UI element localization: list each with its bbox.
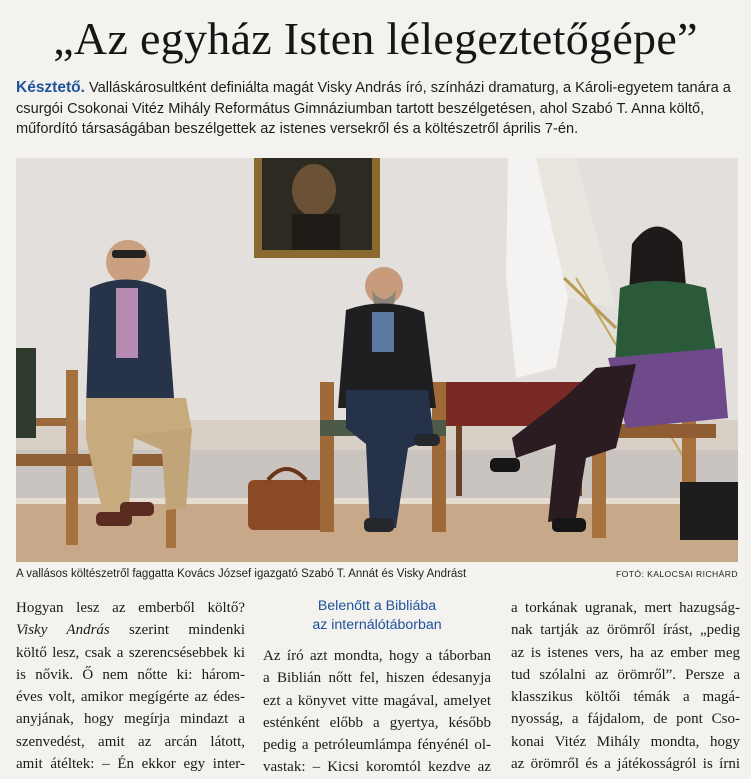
col1-line: éves volt, amikor megígérte az édes- — [16, 689, 245, 706]
col2-line: pedig a petróleumlámpa fényénél ol- — [263, 737, 491, 754]
col1-line: amit átéltek: – Én ekkor egy inter- — [16, 756, 245, 773]
article-column-3 — [511, 597, 740, 775]
col1-line: is nővik. Ő nem nőtte ki: három- — [16, 666, 245, 683]
lead-kicker: Késztető. — [16, 79, 85, 96]
photo-caption-row — [16, 568, 738, 584]
article-photo — [16, 158, 738, 562]
col3-line: klasszikus költői témák a magá- — [511, 689, 740, 706]
col3-line: a torkának ugranak, mert hazugság- — [511, 600, 740, 616]
photo-caption: A vallásos költészetről faggatta Kovács József igazgató Szabó T. Annát és Visky Andrást — [16, 568, 467, 580]
col1-italic-name: Visky András — [16, 622, 110, 639]
col2-line: a Biblián nőtt fel, hiszen édesanyja — [263, 670, 491, 687]
col1-line: Hogyan lesz az emberből költő? — [16, 600, 245, 616]
col2-line: ezt a könyvet vitte magával, amelyet — [263, 692, 491, 709]
col2-line: vastak: – Kicsi koromtól kezdve az — [263, 759, 491, 776]
subhead-line: az internálótáborban — [312, 617, 442, 633]
photo-illustration — [16, 158, 738, 562]
col3-line: az örömről és a játékosságról is írni — [511, 756, 740, 773]
col1-line: költő lesz, csak a szerencsésebbek ki — [16, 644, 245, 661]
article-column-2 — [263, 597, 491, 779]
col2-line: Az író azt mondta, hogy a táborban — [263, 648, 491, 664]
col1-line: anyjának, hogy megírja mindazt a — [16, 711, 245, 728]
headline: „Az egyház Isten lélegeztetőgépe” — [53, 13, 698, 64]
col3-line: nyosság, a fájdalom, de pont Cso- — [511, 711, 740, 728]
col1-line: szenvedést, amit az arcán látott, — [16, 733, 245, 750]
col2-line: esténként előbb a gyertya, később — [263, 714, 491, 731]
col1-line: Visky András szerint mindenki — [16, 622, 245, 639]
col3-line: konai Vitéz Mihály mondta, hogy — [511, 733, 740, 750]
col3-line: az is istenes vers, ha az ember meg — [511, 644, 740, 661]
subhead-line: Belenőtt a Bibliába — [317, 598, 437, 614]
article-column-1 — [16, 597, 245, 775]
col3-line: tud szólalni az örömről”. Persze a — [511, 666, 740, 683]
section-subhead — [263, 597, 491, 635]
col3-line: nak tartják az örömről írást, „pedig — [511, 622, 740, 639]
lead-paragraph — [16, 78, 738, 140]
photo-credit: FOTÓ: KALOCSAI RICHÁRD — [616, 569, 738, 579]
lead-text: Valláskárosultként definiálta magát Visky András író, színházi dramaturg, a Károli-egyetem tanára a csurgói Csokonai Vitéz Mihály Református Gimnáziumban tartott beszélgetésen, ahol Szabó T. Anna költő, műfordító társaságában beszélgettek az istenes versekről és a költészetről április 7-én. — [16, 80, 731, 137]
